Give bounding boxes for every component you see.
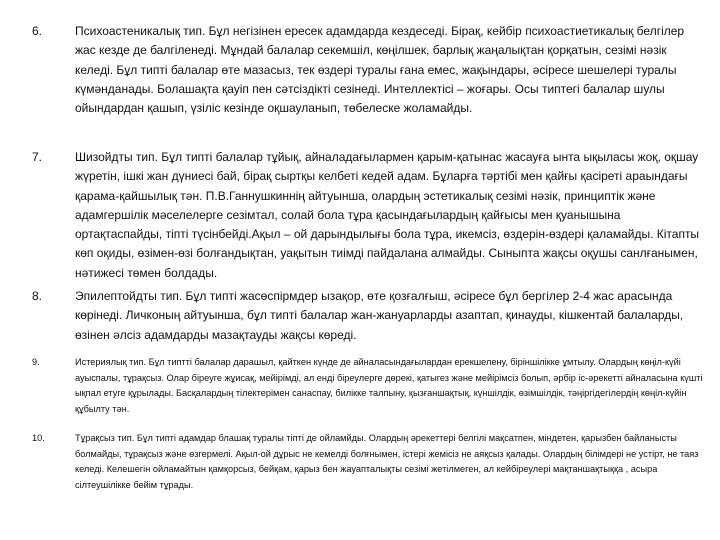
item-number: 10. xyxy=(32,433,45,443)
item-text: Шизойдты тип. Бұл типті балалар тұйық, айналадағылармен қарым-қатынас жасауға ынта ықыласы жоқ, оқшау жүретін, ішкі жан дүниесі бай, бірақ сыртқы келбеті кедей адам. Бұларға тәртібі мен қайғы қасіреті араындағы қарама-қайшылық тән. П.В.Ганнушкиннің айтуынша, олардың эстетикалық сезімі нәзік, принциптік және адамгершілік мәселелерге сезімтал, солай бола тұра қасындағылардың қайғысы мен қуанышына ортақтаспайды, тіпті түсінбейді.Ақыл – ой дарындылығы бола тұра, икемсіз, өздерін-өздері қаламайды. Кітапты көп оқиды, өзімен-өзі болғандықтан, уақытын тиімді пайдалана алмайды. Сыныпта жақсы оқушы санлғанымен, нәтижесі төмен болдады. xyxy=(75,150,700,280)
item-text: Психоастеникалық тип. Бұл негізінен ересек адамдарда кездеседі. Бірақ, кейбір психоастиетикалық белгілер жас кезде де балгіленеді. Мұндай балалар секемшіл, көңілшек, барлық жаңалықтан қорқатын, сезімі нәзік келеді. Бұл типті балалар өте мазасыз, тек өздері туралы ғана емес, жақындары, әсіресе шешелері туралы күмәнданады. Болашақта қауіп пен сәтсіздікті сезінеді. Интеллектісі – жоғары. Осы типтегі балалар шулы ойындардан қашып, үзіліс кезінде оқшауланып, төбелеске жоламайды. xyxy=(75,24,685,116)
item-number: 8. xyxy=(32,289,43,303)
item-text: Эпилептойдты тип. Бұл типті жасөспірмдер ызақор, өте қозғалғыш, әсіресе бұл бергілер 2-4 жас арасында көрінеді. Личконың айтуынша, бұл типті балалар жан-жануарларды азаптап, қинауды, кішкентай балаларды, өзінен әлсіз адамдарды мазақтауды жақсы көреді. xyxy=(75,289,684,342)
item-text: Тұрақсыз тип. Бұл типті адамдар блашақ туралы тіпті де ойламйды. Олардың әрекеттері белгілі мақсатпен, міндетен, қарызбен байланысты болмайды, тұрақсыз және өзгермелі. Ақыл-ой дұрыс не кемелді болғнымен, істері жемісіз не аяқсыз қалады. Олардың білімдері не устірт, не таяз келеді. Келешегін ойламайтын қамқорсыз, бейқам, қарыз бен жауапталықты сезімі жетілмеген, ал кейбіреулері мақтаншақтыққа , асыра сілтеушілікке бейім тұрады. xyxy=(75,433,699,490)
item-number: 6. xyxy=(32,24,43,38)
item-number: 7. xyxy=(32,150,43,164)
item-text: Истериялық тип. Бұл типтті балалар дарашыл, қайткен күнде де айналасындағылардан ерекшелену, біріншілікке ұмтылу. Олардың көңіл-күйі ауыспалы, тұрақсыз. Олар біреуге жұисақ, мейірімді, ал енді біреулерге дөрекі, қатыгез және мейірімсіз болып, әрбір іс-әрекетті айналасына күшті ықпал етуге құрылады. Басқалардың тілектерімен санаспау, билікке талпыну, қызғаншақтық, күншілдік, өзімшілдік, тәңіргідегілердің көңіл-күйін құбылту тән. xyxy=(75,357,703,414)
item-number: 9. xyxy=(32,357,40,367)
